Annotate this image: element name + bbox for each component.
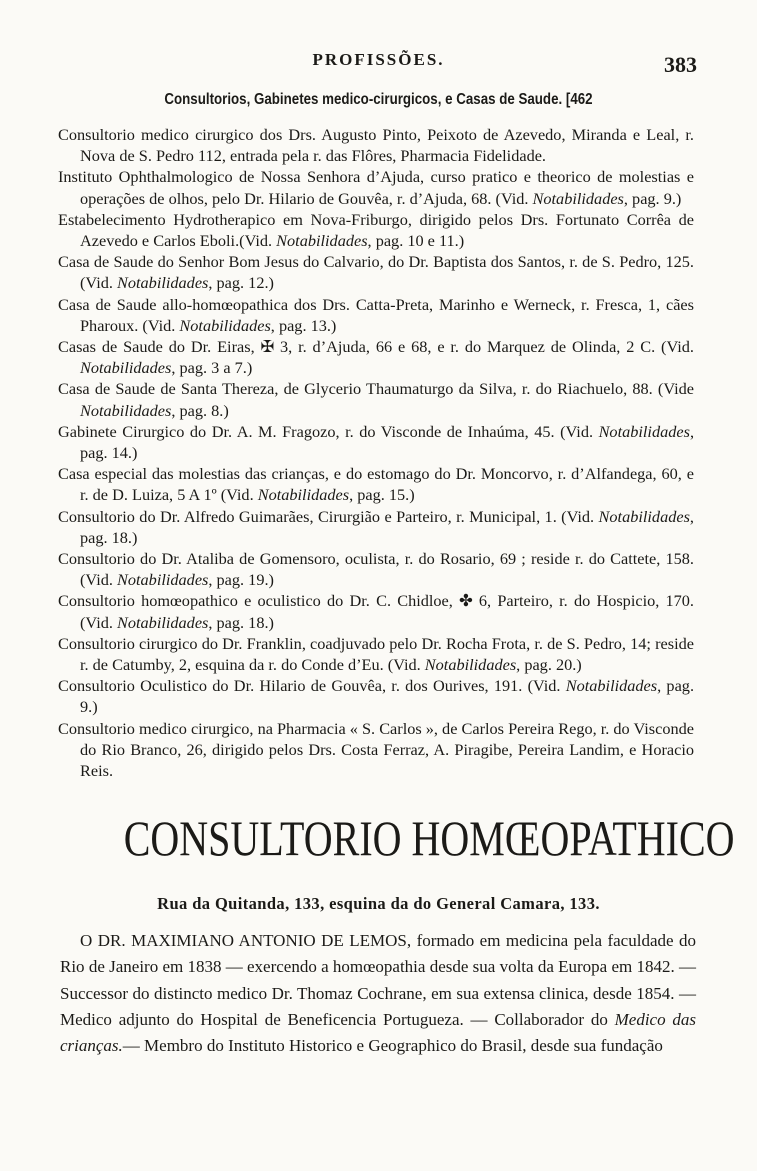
entry-text: Casa de Saude de Santa Thereza, de Glycerio Thaumaturgo da Silva, r. do Riachuelo, 88.	[58, 379, 653, 399]
entry-text: Estabelecimento Hydrotherapico em Nova-Friburgo, dirigido pelos Drs. Fortunato Corrêa de Azevedo e Carlos Eboli.	[58, 209, 694, 251]
entry-reference: (Vid.	[239, 231, 277, 251]
directory-entry	[58, 718, 694, 782]
directory-entry	[58, 590, 694, 632]
directory-entry	[58, 124, 694, 166]
entry-reference: , pag. 9.)	[623, 188, 682, 208]
entry-text: Consultorio Oculistico do Dr. Hilario de Gouvêa, r. dos Ourives, 191.	[58, 676, 523, 696]
entry-reference: , pag. 15.)	[349, 485, 415, 505]
entry-reference: , pag. 3 a 7.)	[171, 358, 253, 378]
entry-reference-title: Notabilidades	[117, 570, 209, 590]
entry-reference: , pag. 9.)	[80, 676, 695, 717]
entry-reference: (Vid.	[80, 273, 118, 293]
entry-reference: , pag. 12.)	[208, 273, 274, 293]
directory-entry	[58, 675, 694, 717]
entry-reference-title: Notabilidades	[276, 231, 368, 251]
entry-reference-title: Notabilidades	[565, 676, 658, 696]
entry-reference: , pag. 18.)	[80, 506, 694, 547]
entry-reference: (Vid.	[522, 676, 566, 696]
entry-reference: , pag. 14.)	[80, 421, 695, 463]
entry-reference: (Vid.	[655, 337, 694, 357]
entry-text: Casa de Saude allo-homœopathica dos Drs. Catta-Preta, Marinho e Werneck, r. Fresca, 1, cães Pharoux.	[58, 294, 694, 335]
advertisement-text-end: — Membro do Instituto Historico e Geographico do Brasil, desde sua fundação	[122, 1036, 663, 1056]
entry-reference: (Vide	[652, 379, 694, 399]
directory-entry	[58, 336, 694, 378]
entry-text: Consultorio do Dr. Alfredo Guimarães, Cirurgião e Parteiro, r. Municipal, 1.	[58, 506, 557, 526]
directory-entry	[58, 548, 694, 590]
entry-text: Casa especial das molestias das crianças, e do estomago do Dr. Moncorvo, r. d’Alfandega, 60, e r. de D. Luiza, 5 A 1º	[58, 464, 694, 505]
entry-reference-title: Notabilidades	[80, 400, 172, 420]
section-heading: Consultorios, Gabinetes medico-cirurgicos, e Casas de Saude. [462	[164, 91, 593, 108]
entry-reference-title: Notabilidades	[179, 315, 271, 335]
entry-reference: , pag. 18.)	[208, 612, 274, 632]
entry-text: Casas de Saude do Dr. Eiras, ✠ 3, r. d’Ajuda, 66 e 68, e r. do Marquez de Olinda, 2 C.	[58, 337, 656, 357]
entry-reference: (Vid.	[554, 421, 599, 441]
entry-text: Gabinete Cirurgico do Dr. A. M. Fragozo, r. do Visconde de Inhaúma, 45.	[58, 421, 555, 441]
entry-text: Consultorio homœopathico e oculistico do Dr. C. Chidloe, ✤ 6, Parteiro, r. do Hospicio, 170.	[58, 591, 694, 611]
entry-reference: (Vid.	[80, 570, 118, 590]
directory-entry	[58, 633, 694, 675]
page-number: 383	[664, 52, 697, 77]
entry-text: Consultorio cirurgico do Dr. Franklin, coadjuvado pelo Dr. Rocha Frota, r. de S. Pedro, 14; reside r. de Catumby, 2, esquina da r. do Conde d’Eu.	[58, 633, 694, 675]
entry-reference-title: Notabilidades	[424, 655, 517, 675]
directory-entry	[58, 166, 694, 208]
directory-entry	[58, 506, 694, 548]
entry-reference-title: Notabilidades	[598, 506, 690, 526]
entry-text: Instituto Ophthalmologico de Nossa Senhora d’Ajuda, curso pratico e theorico de molestias e operações de olhos, pelo Dr. Hilario de Gouvêa, r. d’Ajuda, 68.	[58, 167, 694, 208]
advertisement-address: Rua da Quitanda, 133, esquina da do General Camara, 133.	[157, 894, 600, 913]
entry-reference: , pag. 10 e 11.)	[367, 231, 465, 251]
entry-reference: (Vid.	[216, 485, 258, 505]
advertisement-body	[60, 928, 696, 1059]
entry-reference: (Vid.	[138, 315, 180, 335]
advertisement-doctor-name: O DR. MAXIMIANO ANTONIO DE LEMOS,	[80, 931, 412, 950]
entry-reference: (Vid.	[491, 188, 533, 208]
running-head	[60, 50, 697, 77]
entry-reference: , pag. 19.)	[208, 570, 274, 590]
entry-text: Casa de Saude do Senhor Bom Jesus do Calvario, do Dr. Baptista dos Santos, r. de S. Pedro, 125.	[58, 252, 694, 272]
entry-reference: , pag. 8.)	[171, 400, 229, 420]
entry-reference-title: Notabilidades	[117, 273, 209, 293]
entry-reference-title: Notabilidades	[117, 612, 209, 632]
directory-entry	[58, 378, 694, 420]
entry-text: Consultorio medico cirurgico, na Pharmacia « S. Carlos », de Carlos Pereira Rego, r. do Visconde do Rio Branco, 26, dirigido pelos Drs. Costa Ferraz, A. Piragibe, Pereira Landim, e Horacio Reis.	[58, 718, 694, 781]
directory-entry	[58, 421, 694, 463]
advertisement-journal: Medico das crianças.	[60, 1009, 697, 1056]
entry-reference: , pag. 20.)	[516, 655, 582, 675]
running-title: PROFISSÕES.	[312, 50, 445, 69]
entry-reference: (Vid.	[80, 612, 118, 632]
entry-reference-title: Notabilidades	[257, 485, 350, 505]
entry-reference: (Vid.	[383, 655, 425, 675]
directory-entry	[58, 463, 694, 505]
directory-entry	[58, 294, 694, 336]
entry-reference-title: Notabilidades	[598, 421, 690, 441]
directory-entry	[58, 251, 694, 293]
entry-reference: (Vid.	[556, 506, 599, 526]
advertisement-text: formado em medicina pela faculdade do Rio de Janeiro em 1838 — exercendo a homœopathia desde sua volta da Europa em 1842. — Successor do distincto medico Dr. Thomaz Cochrane, em sua extensa clinica, desde 1854. — Medico adjunto do Hospital de Beneficencia Portugueza. — Collaborador do	[60, 931, 696, 1029]
entry-text: Consultorio medico cirurgico dos Drs. Augusto Pinto, Peixoto de Azevedo, Miranda e Leal, r. Nova de S. Pedro 112, entrada pela r. das Flôres, Pharmacia Fidelidade.	[58, 125, 694, 166]
directory-entries	[58, 124, 694, 781]
entry-reference-title: Notabilidades	[80, 358, 172, 378]
advertisement-title: CONSULTORIO HOMŒOPATHICO	[123, 810, 735, 866]
directory-entry	[58, 209, 694, 251]
entry-text: Consultorio do Dr. Ataliba de Gomensoro, oculista, r. do Rosario, 69 ; reside r. do Cattete, 158.	[58, 549, 694, 569]
entry-reference: , pag. 13.)	[270, 315, 337, 335]
entry-reference-title: Notabilidades	[532, 188, 624, 208]
